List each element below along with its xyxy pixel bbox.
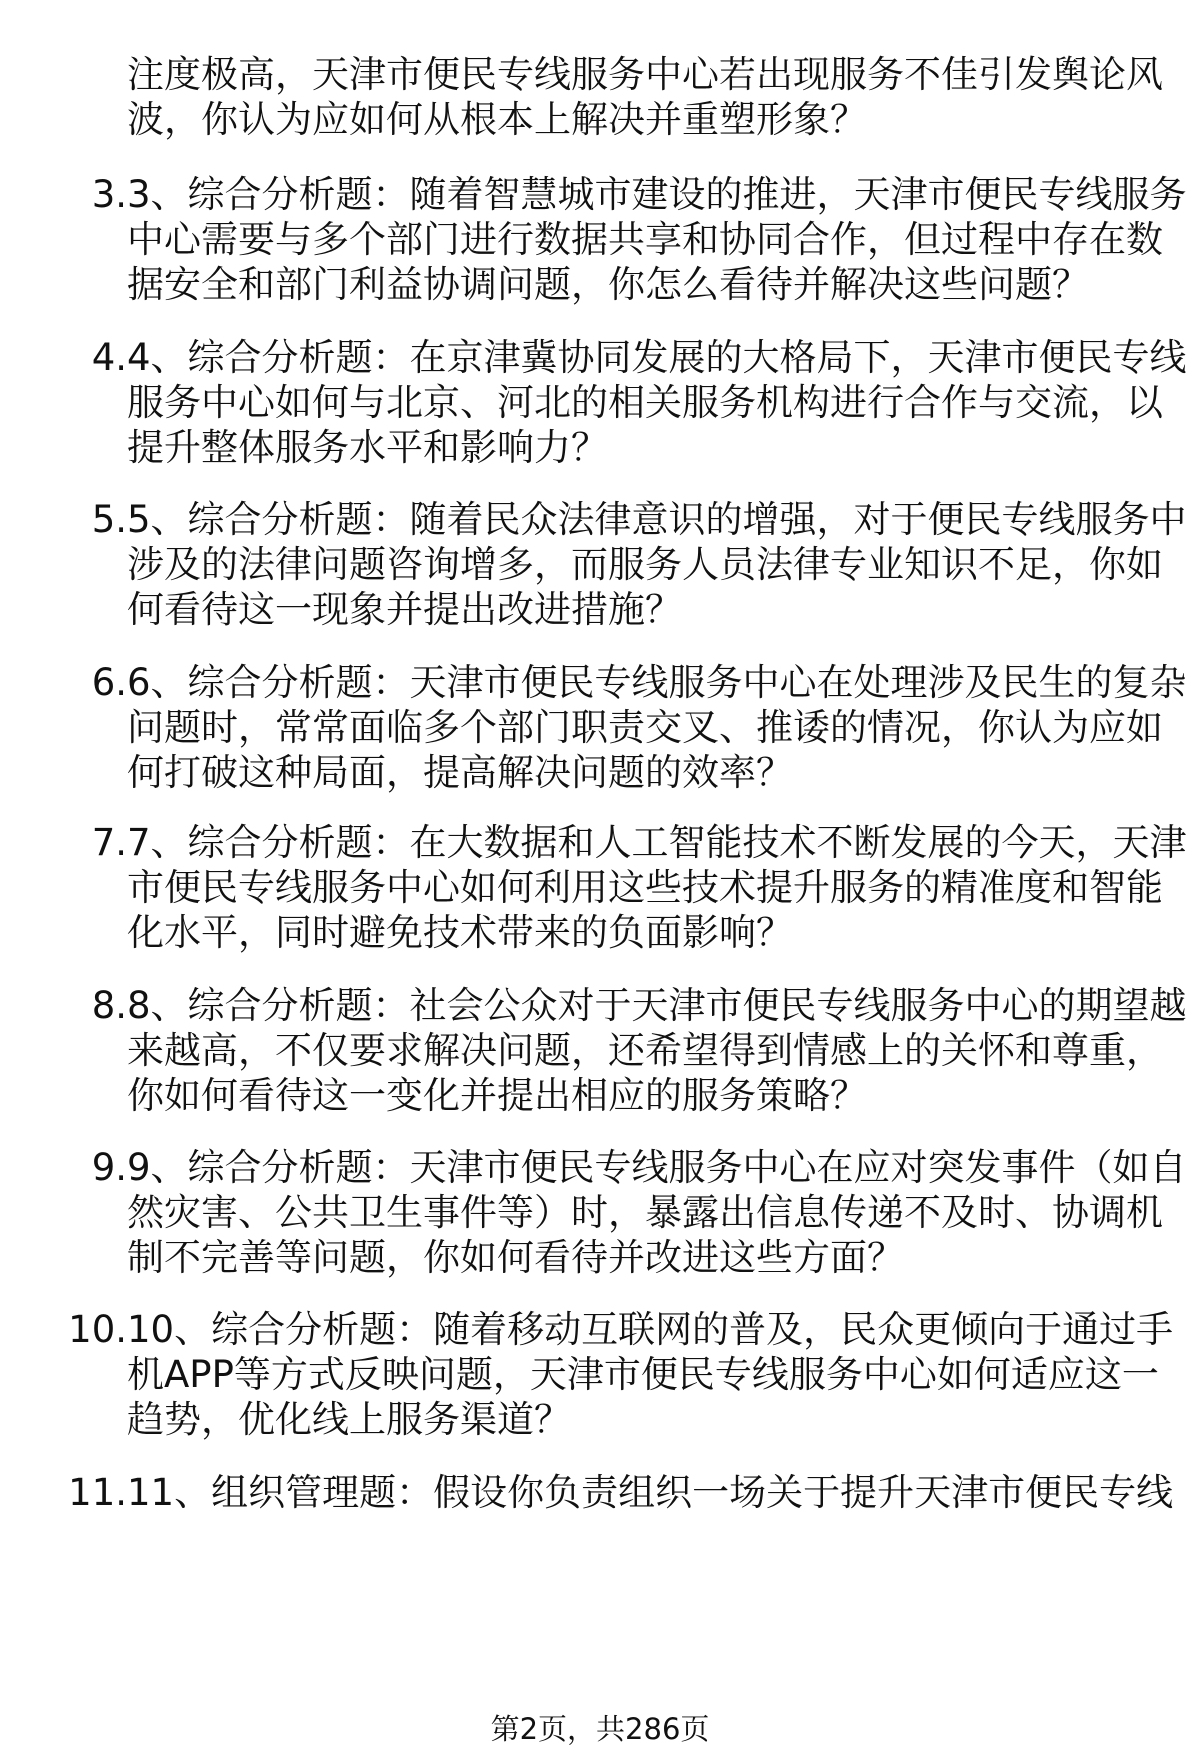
question-line: 11、组织管理题：假设你负责组织一场关于提升天津市便民专线 xyxy=(127,1471,1174,1514)
question-line: 注度极高，天津市便民专线服务中心若出现服务不佳引发舆论风 xyxy=(127,53,1163,96)
question-line: 提升整体服务水平和影响力？ xyxy=(127,426,608,469)
question-line: 机APP等方式反映问题，天津市便民专线服务中心如何适应这一 xyxy=(127,1353,1159,1396)
question-line: 3、综合分析题：随着智慧城市建设的推进，天津市便民专线服务 xyxy=(127,173,1187,216)
question-line: 7、综合分析题：在大数据和人工智能技术不断发展的今天，天津 xyxy=(127,821,1187,864)
list-number: 7. xyxy=(91,821,127,864)
list-number: 11. xyxy=(68,1471,127,1514)
question-line: 据安全和部门利益协调问题，你怎么看待并解决这些问题？ xyxy=(127,263,1089,306)
question-line: 4、综合分析题：在京津冀协同发展的大格局下，天津市便民专线 xyxy=(127,336,1187,379)
question-line: 何打破这种局面，提高解决问题的效率？ xyxy=(127,751,793,794)
list-number: 9. xyxy=(91,1146,127,1189)
question-line: 波，你认为应如何从根本上解决并重塑形象？ xyxy=(127,98,867,141)
question-line: 10、综合分析题：随着移动互联网的普及，民众更倾向于通过手 xyxy=(127,1308,1174,1351)
question-line: 5、综合分析题：随着民众法律意识的增强，对于便民专线服务中 xyxy=(127,498,1187,541)
page-footer: 第2页，共286页 xyxy=(490,1712,710,1746)
question-line: 问题时，常常面临多个部门职责交叉、推诿的情况，你认为应如 xyxy=(127,706,1163,749)
question-line: 然灾害、公共卫生事件等）时，暴露出信息传递不及时、协调机 xyxy=(127,1191,1163,1234)
question-line: 9、综合分析题：天津市便民专线服务中心在应对突发事件（如自 xyxy=(127,1146,1187,1189)
question-line: 趋势，优化线上服务渠道？ xyxy=(127,1398,571,1441)
list-number: 5. xyxy=(91,498,127,541)
question-line: 6、综合分析题：天津市便民专线服务中心在处理涉及民生的复杂 xyxy=(127,661,1187,704)
list-number: 4. xyxy=(91,336,127,379)
question-line: 市便民专线服务中心如何利用这些技术提升服务的精准度和智能 xyxy=(127,866,1163,909)
list-number: 10. xyxy=(68,1308,127,1351)
question-line: 中心需要与多个部门进行数据共享和协同合作，但过程中存在数 xyxy=(127,218,1163,261)
question-line: 服务中心如何与北京、河北的相关服务机构进行合作与交流，以 xyxy=(127,381,1163,424)
list-number: 3. xyxy=(91,173,127,216)
question-line: 化水平，同时避免技术带来的负面影响？ xyxy=(127,911,793,954)
question-line: 你如何看待这一变化并提出相应的服务策略？ xyxy=(127,1074,867,1117)
question-line: 涉及的法律问题咨询增多，而服务人员法律专业知识不足，你如 xyxy=(127,543,1163,586)
list-number: 8. xyxy=(91,984,127,1027)
question-line: 来越高，不仅要求解决问题，还希望得到情感上的关怀和尊重， xyxy=(127,1029,1163,1072)
list-number: 6. xyxy=(91,661,127,704)
question-line: 制不完善等问题，你如何看待并改进这些方面？ xyxy=(127,1236,904,1279)
question-line: 何看待这一现象并提出改进措施？ xyxy=(127,588,682,631)
question-line: 8、综合分析题：社会公众对于天津市便民专线服务中心的期望越 xyxy=(127,984,1187,1027)
